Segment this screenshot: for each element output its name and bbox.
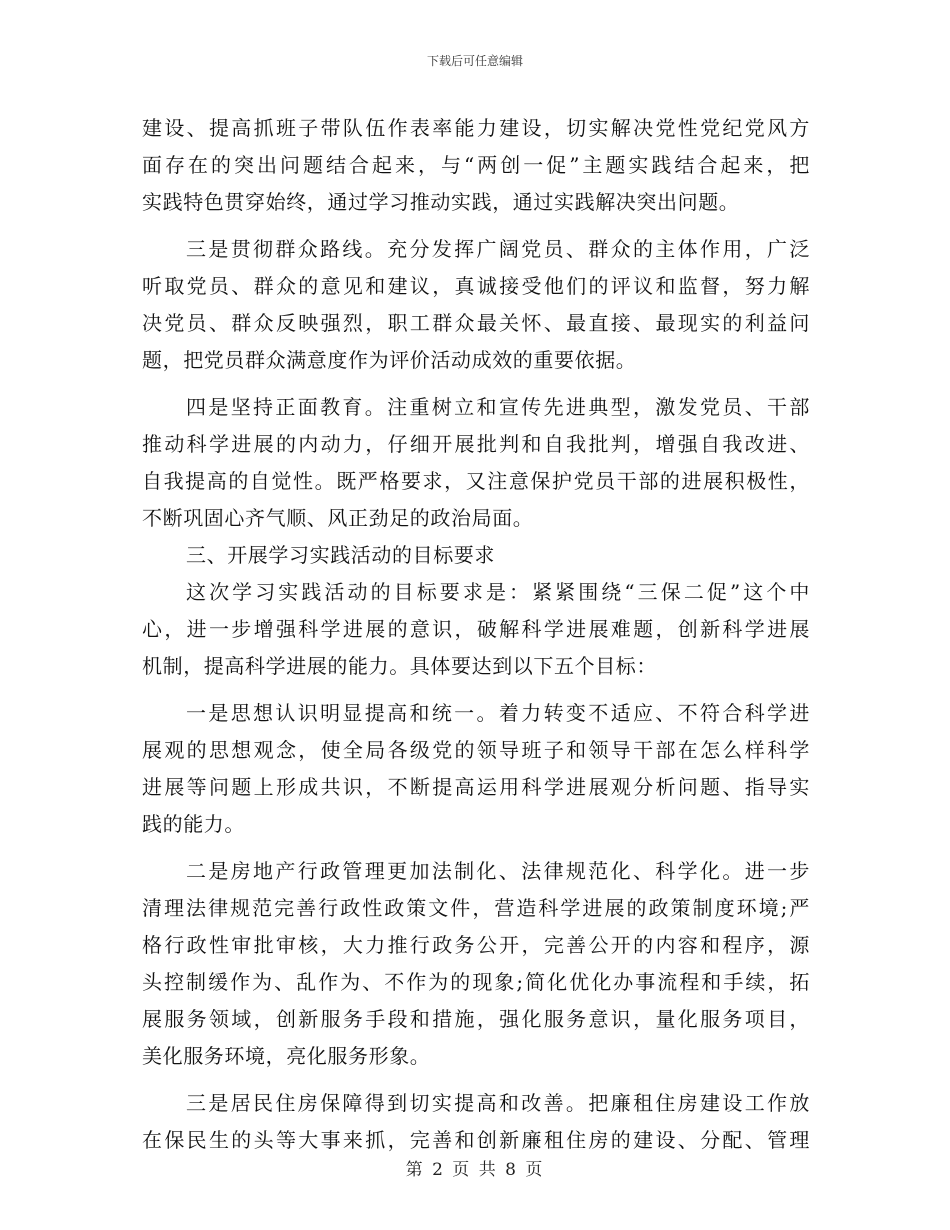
text-line: 美化服务环境，亮化服务形象。 [142,1044,431,1068]
text-line: 听取党员、群众的意见和建议，真诚接受他们的评议和监督，努力解 [142,274,810,298]
text-line: 决党员、群众反映强烈，职工群众最关怀、最直接、最现实的利益问 [142,311,810,335]
paragraph-start: 四是坚持正面教育。注重树立和宣传先进典型，激发党员、干部 [186,395,810,419]
document-body [142,110,810,1159]
text-line: 清理法律规范完善行政性政策文件，营造科学进展的政策制度环境;严 [142,896,810,920]
text-line: 在保民生的头等大事来抓，完善和创新廉租住房的建设、分配、管理 [142,1128,810,1152]
text-line: 面存在的突出问题结合起来，与“两创一促”主题实践结合起来，把 [142,153,810,177]
page-number: 第 2 页 共 8 页 [405,1160,545,1180]
text-line: 机制，提高科学进展的能力。具体要达到以下五个目标： [142,654,657,678]
text-line: 不断巩固心齐气顺、风正劲足的政治局面。 [142,506,534,530]
text-line: 题，把党员群众满意度作为评价活动成效的重要依据。 [142,348,637,372]
text-line: 格行政性审批审核，大力推行政务公开，完善公开的内容和程序，源 [142,933,810,957]
text-line: 实践特色贯穿始终，通过学习推动实践，通过实践解决突出问题。 [142,190,740,214]
text-line: 践的能力。 [142,812,245,836]
text-line: 建设、提高抓班子带队伍作表率能力建设，切实解决党性党纪党风方 [142,116,810,140]
page-header: 下载后可任意编辑 [426,54,523,68]
text-line: 推动科学进展的内动力，仔细开展批判和自我批判，增强自我改进、 [142,432,810,456]
text-line: 展观的思想观念，使全局各级党的领导班子和领导干部在怎么样科学 [142,738,810,762]
text-line: 展服务领域，创新服务手段和措施，强化服务意识，量化服务项目， [142,1007,810,1031]
paragraph-start: 三是居民住房保障得到切实提高和改善。把廉租住房建设工作放 [186,1091,810,1115]
paragraph-start: 三是贯彻群众路线。充分发挥广阔党员、群众的主体作用，广泛 [186,237,810,261]
paragraph-start: 这次学习实践活动的目标要求是：紧紧围绕“三保二促”这个中 [186,580,810,604]
paragraph-start: 一是思想认识明显提高和统一。着力转变不适应、不符合科学进 [186,701,810,725]
text-line: 进展等问题上形成共识，不断提高运用科学进展观分析问题、指导实 [142,775,810,799]
section-heading: 三、开展学习实践活动的目标要求 [186,543,495,567]
text-line: 自我提高的自觉性。既严格要求，又注意保护党员干部的进展积极性， [142,469,810,493]
text-line: 头控制缓作为、乱作为、不作为的现象;简化优化办事流程和手续，拓 [142,970,810,994]
text-line: 心，进一步增强科学进展的意识，破解科学进展难题，创新科学进展 [142,617,810,641]
paragraph-start: 二是房地产行政管理更加法制化、法律规范化、科学化。进一步 [186,859,810,883]
